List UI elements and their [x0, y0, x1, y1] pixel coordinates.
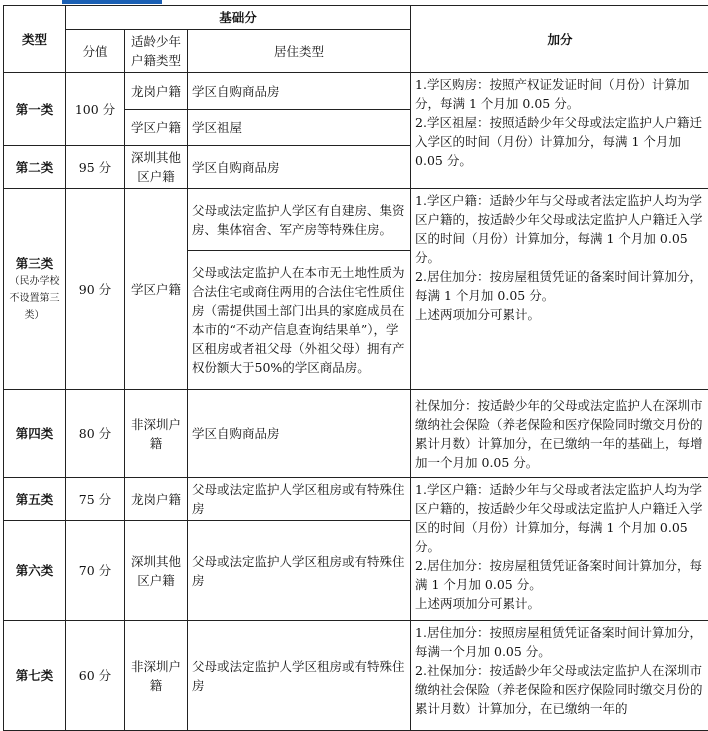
hukou-cell: 龙岗户籍 — [125, 478, 188, 521]
category-cell: 第七类 — [4, 621, 66, 731]
score-cell: 90 分 — [66, 189, 125, 390]
hukou-cell: 学区户籍 — [125, 110, 188, 146]
score-cell: 60 分 — [66, 621, 125, 731]
category-cell: 第一类 — [4, 73, 66, 146]
hukou-cell: 非深圳户籍 — [125, 621, 188, 731]
residence-cell: 学区自购商品房 — [188, 390, 411, 478]
score-cell: 100 分 — [66, 73, 125, 146]
table-row — [4, 478, 708, 521]
bonus-cell: 1.学区户籍：适龄少年与父母或者法定监护人均为学区户籍的，按适龄少年父母或法定监护人户籍迁入学区的时间（月份）计算加分，每满 1 个月加 0.05 分。 2.居住加分：按房屋租赁凭证备案时间计算加分，每满 1 个月加 0.05 分。 上述两项加分可累计。 — [411, 478, 708, 621]
score-cell: 95 分 — [66, 146, 125, 189]
header-hukou-type: 适龄少年户籍类型 — [125, 30, 188, 73]
category-cell: 第四类 — [4, 390, 66, 478]
hukou-cell: 深圳其他区户籍 — [125, 521, 188, 621]
bonus-cell: 1.学区户籍：适龄少年与父母或者法定监护人均为学区户籍的，按适龄少年父母或法定监护人户籍迁入学区的时间（月份）计算加分，每满 1 个月加 0.05 分。 2.居住加分：按房屋租赁凭证的备案时间计算加分，每满 1 个月加 0.05 分。 上述两项加分可累计。 — [411, 189, 708, 390]
hukou-cell: 深圳其他区户籍 — [125, 146, 188, 189]
header-score-value: 分值 — [66, 30, 125, 73]
bonus-cell: 社保加分：按适龄少年的父母或法定监护人在深圳市缴纳社会保险（养老保险和医疗保险同时缴交月份的累计月数）计算加分，在已缴纳一年的基础上，每增加一个月加 0.05 分。 — [411, 390, 708, 478]
table-row — [4, 73, 708, 110]
category-note: （民办学校不设置第三类） — [8, 273, 61, 324]
residence-cell: 学区自购商品房 — [188, 73, 411, 110]
category-label: 第三类 — [8, 254, 61, 273]
table-row — [4, 189, 708, 251]
residence-cell: 父母或法定监护人在本市无土地性质为合法住宅或商住两用的合法住宅性质住房（需提供国土部门出具的家庭成员在本市的“不动产信息查询结果单”），学区租房或者祖父母（外祖父母）拥有产权份额大于50%的学区商品房。 — [188, 251, 411, 390]
admission-score-table — [3, 5, 708, 731]
residence-cell: 父母或法定监护人学区租房或有特殊住房 — [188, 621, 411, 731]
residence-cell: 学区自购商品房 — [188, 146, 411, 189]
header-row — [4, 6, 708, 30]
residence-cell: 父母或法定监护人学区租房或有特殊住房 — [188, 521, 411, 621]
residence-cell: 学区祖屋 — [188, 110, 411, 146]
category-cell — [4, 189, 66, 390]
table-row — [4, 621, 708, 731]
bonus-cell: 1.学区购房：按照产权证发证时间（月份）计算加分，每满 1 个月加 0.05 分。 2.学区祖屋：按照适龄少年父母或法定监护人户籍迁入学区的时间（月份）计算加分，每满 1 个月加 0.05 分。 — [411, 73, 708, 189]
hukou-cell: 龙岗户籍 — [125, 73, 188, 110]
residence-cell: 父母或法定监护人学区租房或有特殊住房 — [188, 478, 411, 521]
category-cell: 第六类 — [4, 521, 66, 621]
category-cell: 第二类 — [4, 146, 66, 189]
header-base-score: 基础分 — [66, 6, 411, 30]
hukou-cell: 学区户籍 — [125, 189, 188, 390]
score-cell: 75 分 — [66, 478, 125, 521]
residence-cell: 父母或法定监护人学区有自建房、集资房、集体宿舍、军产房等特殊住房。 — [188, 189, 411, 251]
score-cell: 80 分 — [66, 390, 125, 478]
score-cell: 70 分 — [66, 521, 125, 621]
header-bonus: 加分 — [411, 6, 708, 73]
category-cell: 第五类 — [4, 478, 66, 521]
top-decoration-bar — [62, 0, 162, 4]
bonus-cell: 1.居住加分：按照房屋租赁凭证备案时间计算加分，每满一个月加 0.05 分。 2.社保加分：按适龄少年父母或法定监护人在深圳市缴纳社会保险（养老保险和医疗保险同时缴交月份的累计月数）计算加分，在已缴纳一年的 — [411, 621, 708, 731]
header-residence-type: 居住类型 — [188, 30, 411, 73]
header-category: 类型 — [4, 6, 66, 73]
hukou-cell: 非深圳户籍 — [125, 390, 188, 478]
table-row — [4, 390, 708, 478]
